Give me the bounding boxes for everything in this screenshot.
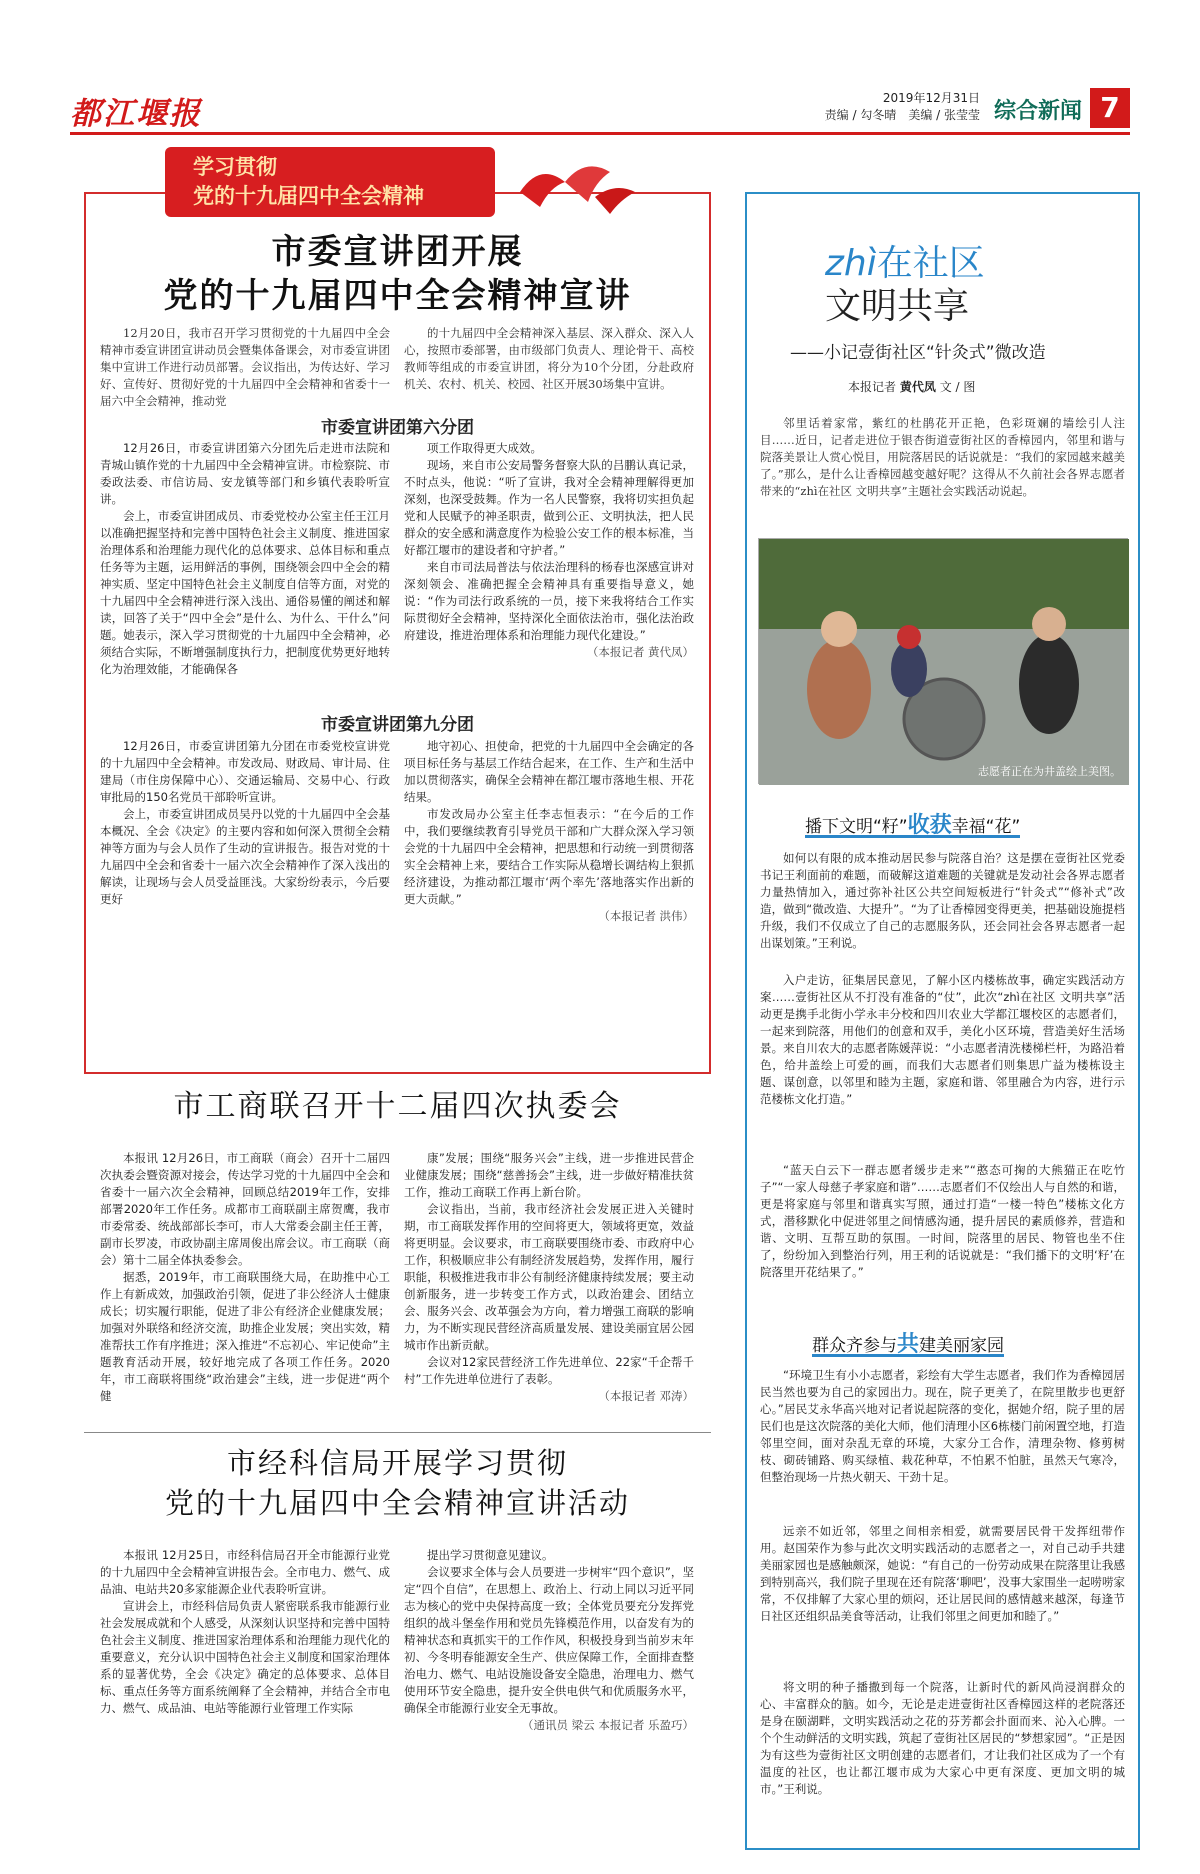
art3-signature: （通讯员 梁云 本报记者 乐盈巧） [522, 1718, 694, 1732]
art1-sub9: 市委宣讲团第九分团 [321, 715, 474, 735]
right-p1: 如何以有限的成本推动居民参与院落自治？这是摆在壹街社区党委书记王利面前的难题，而破解这道难题的关键就是发动社会各界志愿者力量热情加入，通过弥补社区公共空间短板进行“针灸式”“修补式”改造，做到“微改造、大提升”。“为了让香樟园变得更美，把基础设施提档升级，我们不仅成立了自己的志愿服务队，还会同社会各界志愿者一起出谋划策。”王利说。 [760, 851, 1125, 950]
page-number: 7 [1090, 88, 1130, 128]
masthead: 都江堰报 [70, 96, 202, 132]
right-title-line2: 文明共享 [825, 286, 970, 327]
art1-lead-b: 的十九届四中全会精神深入基层、深入群众、深入人心，按照市委部署，由市级部门负责人、理论骨干、高校教师等组成的市委宣讲团，将分为10个分团，分赴政府机关、农村、机关、校园、社区开展30场集中宣讲。 [404, 326, 694, 391]
header-rule [70, 132, 1130, 135]
art1-s6-col1: 12月26日，市委宣讲团第六分团先后走进市法院和青城山镇作党的十九届四中全会精神宣讲。市检察院、市委政法委、市信访局、安龙镇等部门和乡镇代表聆听宣讲。 会上，市委宣讲团成员、市委党校办公室主任王江月以准确把握坚持和完善中国特色社会主义制度、推进国家治理体系和治理能力现代化的总体要求、总体目标和重点任务等为主题，运用鲜活的事例，围绕领会四中全会的精神实质、坚定中国特色社会主义制度自信等方面，对党的十九届四中全会精神进行深入浅出、通俗易懂的阐述和解读，回答了关于“四中全会”是什么、为什么、干什么”问题。她表示，深入学习贯彻党的十九届四中全会精神，必须结合实际，不断增强制度执行力，把制度优势更好地转化为治理效能，才能确保各 [100, 441, 390, 676]
art3-col2: 提出学习贯彻意见建议。 会议要求全体与会人员要进一步树牢“四个意识”，坚定“四个自信”，在思想上、政治上、行动上同以习近平同志为核心的党中央保持高度一致；全体党员要充分发挥党组织的战斗堡垒作用和党员先锋模范作用，以奋发有为的精神状态和真抓实干的工作作风，积极投身到当前岁末年初、今冬明春能源安全生产、供应保障工作，全面排查整治电力、燃气、电站设施设备安全隐患，治理电力、燃气使用环节安全隐患，提升安全供电供气和优质服务水平，确保全市能源行业安全无事故。 （通讯员 梁云 本报记者 乐盈巧） [404, 1548, 694, 1732]
art3-col1: 本报讯 12月25日，市经科信局召开全市能源行业党的十九届四中全会精神宣讲报告会。全市电力、燃气、成品油、电站共20多家能源企业代表聆听宣讲。 宣讲会上，市经科信局负责人紧密联系我市能源行业社会发展成就和个人感受，从深刻认识坚持和完善中国特色社会主义制度、推进国家治理体系和治理能力现代化的重要意义，充分认识中国特色社会主义制度和国家治理体系的显著优势，全会《决定》确定的总体要求、总体目标、重点任务等方面系统阐释了全会精神，并结合全市电力、燃气、成品油、电站等能源行业管理工作实际 [100, 1548, 390, 1715]
section-name: 综合新闻 [993, 99, 1082, 124]
art3-title: 市经科信局开展学习贯彻 党的十九届四中全会精神宣讲活动 [164, 1446, 630, 1520]
right-p6: 将文明的种子播撒到每一个院落，让新时代的新风尚浸润群众的心、丰富群众的脑。如今，无论是走进壹街社区香樟园这样的老院落还是身在颐湖畔，文明实践活动之花的芬芳都会扑面而来、沁入心脾。一个个生动鲜活的文明实践，筑起了壹街社区居民的“梦想家园”。“正是因为有这些为壹街社区文明创建的志愿者们，才让我们社区成为了一个有温度的社区，也让都江堰市成为大家心中更有深度、更加文明的城市。”王利说。 [760, 1680, 1125, 1796]
photo-illustration [759, 539, 1129, 785]
art1-s6-signature: （本报记者 黄代凤） [586, 645, 694, 659]
right-subtitle: ——小记壹街社区“针灸式”微改造 [790, 343, 1046, 363]
feature-banner [165, 147, 495, 217]
right-p3: “蓝天白云下一群志愿者缓步走来”“憨态可掬的大熊猫正在吃竹子”“一家人母慈子孝家庭和谐”……志愿者们不仅绘出人与自然的和谐，更是将家庭与邻里和谐真实写照，通过打造“一楼一特色”楼栋文化方式，潜移默化中促进邻里之间情感沟通，提升居民的素质修养，营造和谐、文明、互帮互助的氛围。一时间，院落里的居民、物管也坐不住了，纷纷加入到整治行列，用王利的话说就是：“我们播下的文明‘籽’在院落里开花结果了。” [760, 1163, 1125, 1279]
right-byline: 本报记者 黄代凤 文 / 图 [848, 380, 976, 394]
volunteer-photo [758, 538, 1128, 784]
art1-s6-col2: 项工作取得更大成效。 现场，来自市公安局警务督察大队的吕鹏认真记录，不时点头，他说：“听了宣讲，我对全会精神理解得更加深刻，也深受鼓舞。作为一名人民警察，我将切实担负起党和人民赋予的神圣职责，做到公正、文明执法，把人民群众的安全感和满意度作为检验公安工作的根本标准，当好都江堰市的建设者和守护者。” 来自市司法局普法与依法治理科的杨春也深感宣讲对深刻领会、准确把握全会精神具有重要指导意义，她说：“作为司法行政系统的一员，接下来我将结合工作实际贯彻好全会精神，坚持深化全面依法治市，强化法治政府建设，推进治理体系和治理能力现代化建设。” （本报记者 黄代凤） [404, 441, 694, 659]
photo-caption: 志愿者正在为井盖绘上美图。 [978, 765, 1121, 778]
art1-title: 市委宣讲团开展 党的十九届四中全会精神宣讲 [163, 232, 632, 316]
header-meta [825, 90, 980, 124]
art1-s9-signature: （本报记者 洪伟） [598, 909, 694, 923]
right-p4: “环境卫生有小小志愿者，彩绘有大学生志愿者，我们作为香樟园居民当然也要为自己的家园出力。现在，院子更美了，在院里散步也更舒心。”居民艾永华高兴地对记者说起院落的变化，据她介绍，院子里的居民们也是这次院落的美化大师，他们清理小区6栋楼门前闲置空地，打造邻里空间，面对杂乱无章的环境，大家分工合作，清理杂物、修剪树枝、砌砖铺路、购买绿植、栽花种草，不怕累不怕脏，虽然天气寒冷，但整治现场一片热火朝天、干劲十足。 [760, 1368, 1125, 1484]
divider [84, 1432, 711, 1433]
art2-col1: 本报讯 12月26日，市工商联（商会）召开十二届四次执委会暨资源对接会，传达学习党的十九届四中全会和省委十一届六次全会精神，回顾总结2019年工作，安排部署2020年工作任务。成都市工商联副主席贺鹰，我市市委常委、统战部部长李可，市人大常委会副主任王菁，副市长罗凌，市政协副主席周俊出席会议。市工商联（商会）第十二届全体执委参会。 据悉，2019年，市工商联围绕大局，在助推中心工作上有新成效，加强政治引领，促进了非公经济人士健康成长；切实履行职能，促进了非公有经济企业健康发展；加强对外联络和经济交流，助推企业发展；突出实效，精准帮扶工作有序推进；深入推进“不忘初心、牢记使命”主题教育活动开展，较好地完成了各项工作任务。2020年，市工商联将围绕“政治建会”主线，进一步促进“两个健 [100, 1151, 390, 1403]
issue-date: 2019年12月31日 [882, 91, 980, 105]
right-section1-title: 播下文明“籽”收获幸福“花” [805, 808, 1020, 838]
art2-col2: 康”发展；围绕“服务兴会”主线，进一步推进民营企业健康发展；围绕“慈善扬会”主线，进一步做好精准扶贫工作，推动工商联工作再上新台阶。 会议指出，当前，我市经济社会发展正进入关键时期，市工商联发挥作用的空间将更大，领域将更宽，效益将更明显。会议要求，市工商联要围绕市委、市政府中心工作，积极顺应非公有制经济发展趋势，发挥作用，履行职能，积极推进我市非公有制经济健康持续发展；要主动创新服务，进一步转变工作方式，以政治建会、团结立会、服务兴会、改革强会为方向，着力增强工商联的影响力，为不断实现民营经济高质量发展、建设美丽宜居公园城市作出新贡献。 会议对12家民营经济工作先进单位、22家“千企帮千村”工作先进单位进行了表彰。 （本报记者 邓涛） [404, 1151, 694, 1403]
art1-sub6: 市委宣讲团第六分团 [321, 418, 474, 438]
doves-icon [510, 152, 640, 222]
page-header [70, 88, 1130, 132]
right-p2: 入户走访，征集居民意见，了解小区内楼栋故事，确定实践活动方案……壹街社区从不打没有准备的“仗”，此次“zhì在社区 文明共享”活动更是携手北街小学永丰分校和四川农业大学都江堰校区的志愿者们，一起来到院落，用他们的创意和双手，美化小区环境，营造美好生活场景。来自川农大的志愿者陈媛萍说：“小志愿者清洗楼梯栏杆，为路沿着色，给井盖绘上可爱的画，而我们大志愿者们则集思广益为楼栋设主题、谋创意，以邻里和睦为主题，家庭和谐、邻里融合为内容，进行示范楼栋文化打造。” [760, 973, 1125, 1106]
right-lead: 邻里话着家常，紫红的杜鹃花开正艳，色彩斑斓的墙绘引人注目……近日，记者走进位于银杏街道壹街社区的香樟园内，邻里和谐与院落美景让人赏心悦目，用院落居民的话说就是：“我们的家园越来越美了。”那么，是什么让香樟园越变越好呢？这得从不久前社会各界志愿者带来的“zhì在社区 文明共享”主题社会实践活动说起。 [760, 416, 1125, 498]
right-title-line1: zhì在社区 [825, 243, 985, 284]
art1-lead-a: 12月20日，我市召开学习贯彻党的十九届四中全会精神市委宣讲团宣讲动员会暨集体备课会，对市委宣讲团集中宣讲工作进行动员部署。会议指出，为传达好、学习好、宣传好、贯彻好党的十九届四中全会精神和省委十一届六中全会精神，推动党 [100, 326, 390, 408]
banner-line2: 党的十九届四中全会精神 [193, 184, 424, 208]
banner-line1: 学习贯彻 [193, 155, 277, 179]
art2-signature: （本报记者 邓涛） [598, 1389, 694, 1403]
right-p5: 远亲不如近邻，邻里之间相亲相爱，就需要居民骨干发挥纽带作用。赵国荣作为参与此次文明实践活动的志愿者之一，对自己动手共建美丽家园也是感触颇深，她说：“有自己的一份劳动成果在院落里让我感到特别高兴，我们院子里现在还有院落‘聊吧’，没事大家围坐一起唠唠家常，不仅排解了大家心里的烦闷，还让居民间的感情越来越深，每逢节日社区还组织品美食等活动，让我们邻里之间更加和睦了。” [760, 1524, 1125, 1623]
right-title-zhi: zhì [825, 243, 877, 284]
art1-s9-col1: 12月26日，市委宣讲团第九分团在市委党校宣讲党的十九届四中全会精神。市发改局、财政局、审计局、住建局（市住房保障中心）、交通运输局、交易中心、行政审批局的150名党员干部聆听宣讲。 会上，市委宣讲团成员吴丹以党的十九届四中全会基本概况、全会《决定》的主要内容和如何深入贯彻全会精神等方面为与会人员作了生动的宣讲报告。报告对党的十九届四中全会和省委十一届六次全会精神作了深入浅出的解读，让现场与会人员受益匪浅。大家纷纷表示，今后要更好 [100, 739, 390, 906]
art1-s9-col2: 地守初心、担使命，把党的十九届四中全会确定的各项目标任务与基层工作结合起来，在工作、生产和生活中加以贯彻落实，确保全会精神在都江堰市落地生根、开花结果。 市发改局办公室主任李志恒表示：“在今后的工作中，我们要继续教育引导党员干部和广大群众深入学习领会党的十九届四中全会精神，把思想和行动统一到贯彻落实全会精神上来，要结合工作实际从稳增长调结构上狠抓经济建设，为推动都江堰市‘两个率先’落地落实作出新的更大贡献。” （本报记者 洪伟） [404, 739, 694, 923]
right-section2-title: 群众齐参与共建美丽家园 [812, 1327, 1004, 1357]
art2-title: 市工商联召开十二届四次执委会 [173, 1089, 622, 1124]
editors: 责编 / 勾冬晴 美编 / 张莹莹 [824, 108, 980, 122]
